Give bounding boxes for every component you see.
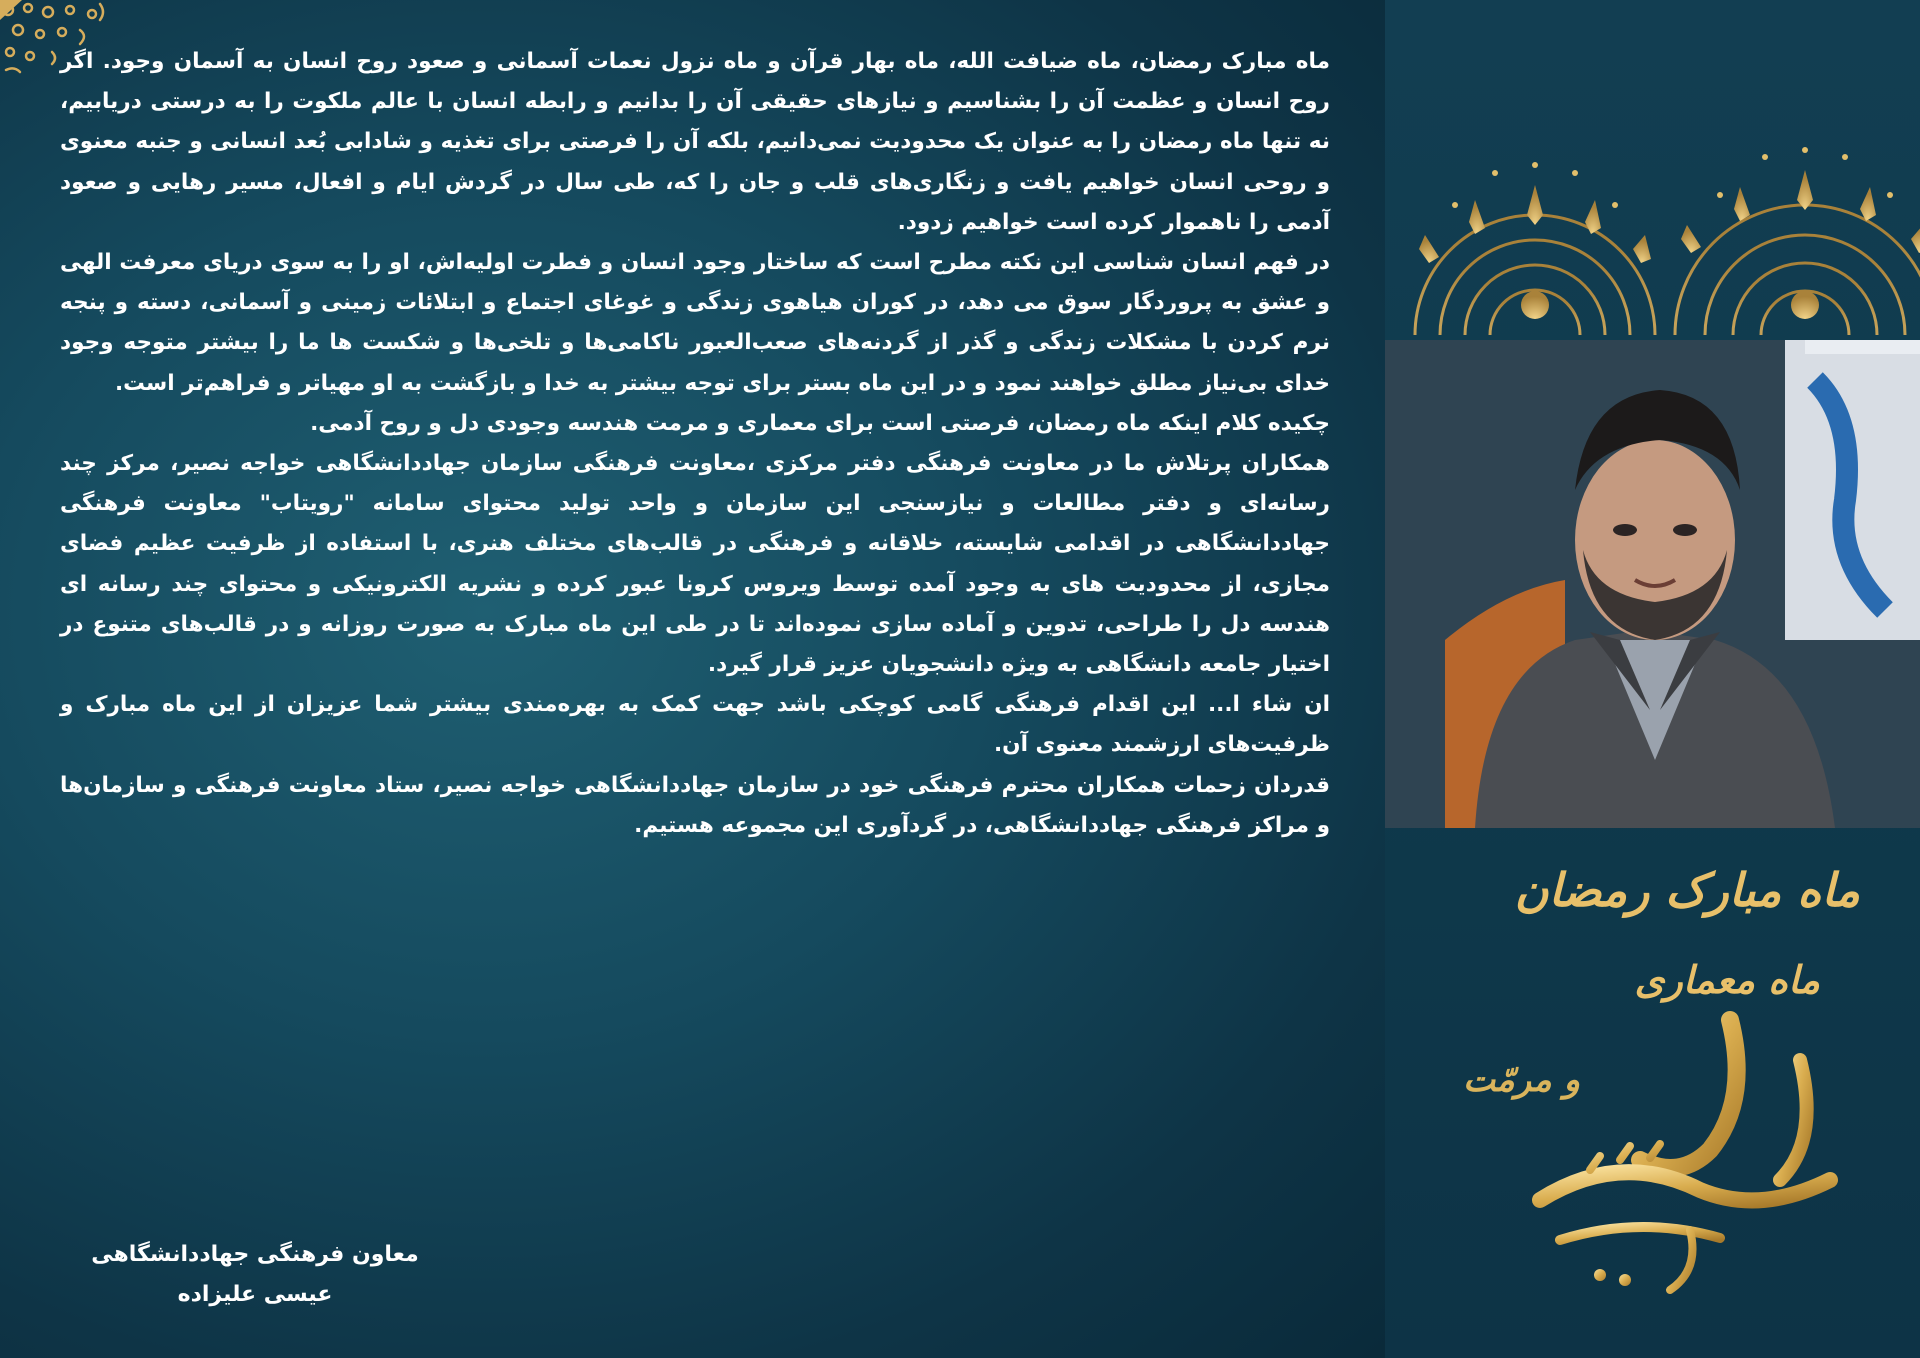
signature-name: عیسی علیزاده — [177, 1282, 333, 1307]
heart-geometry-calligraphy-logo — [1500, 1000, 1880, 1300]
mandala-ornament-icon — [1385, 95, 1920, 335]
signature-block — [70, 1235, 440, 1315]
portrait-figure-icon — [1385, 340, 1920, 828]
letter-paragraph: قدردان زحمات همکاران محترم فرهنگی خود در سازمان جهاددانشگاهی خواجه نصیر، ستاد معاونت فرهنگی و سازمان‌ها و مراکز فرهنگی جهاددانشگاهی، در گردآوری این مجموعه هستیم. — [60, 772, 1330, 838]
letter-paragraph: چکیده کلام اینکه ماه رمضان، فرصتی است برای معماری و مرمت هندسه وجودی دل و روح آدمی. — [310, 410, 1330, 436]
motto-line-ramadan: ماه مبارک رمضان — [1514, 863, 1860, 917]
signature-title: معاون فرهنگی جهاددانشگاهی — [91, 1242, 419, 1267]
motto-line-architecture: ماه معماری — [1634, 957, 1820, 1002]
letter-paragraph: همکاران پرتلاش ما در معاونت فرهنگی دفتر مرکزی ،معاونت فرهنگی سازمان جهاددانشگاهی خواجه نصیر، مرکز چند رسانه‌ای و دفتر مطالعات و نیازسنجی این سازمان و واحد تولید محتوای سامانه "رویتاب" معاونت فرهنگی جهاددانشگاهی در اقدامی شایسته، خلاقانه و فرهنگی در قالب‌های مختلف هنری، با استفاده از ظرفیت عظیم فضای مجازی، از محدودیت های به وجود آمده توسط ویروس کرونا عبور کرده و نشریه الکترونیکی و محتوای چند رسانه ای هندسه دل را طراحی، تدوین و آماده سازی نموده‌اند تا در طی این ماه مبارک به صورت روزانه و در قالب‌های متنوع در اختیار جامعه دانشگاهی به ویژه دانشجویان عزیز قرار گیرد. — [60, 451, 1330, 678]
letter-paragraph: در فهم انسان شناسی این نکته مطرح است که ساختار وجود انسان و فطرت اولیه‌اش، او را به سوی دریای معرفت الهی و عشق به پروردگار سوق می دهد، در کوران هیاهوی زندگی و غوغای اجتماع و ابتلائات زمینی و آسمانی، دسته و پنجه نرم کردن با مشکلات زندگی و گذر از گردنه‌های صعب‌العبور ناکامی‌ها و تلخی‌ها و شکست ها ما را بیشتر متوجه وجود خدای بی‌نیاز مطلق خواهند نمود و در این ماه بستر برای توجه بیشتر به خدا و بازگشت به او مهیاتر و فراهم‌تر است. — [60, 250, 1330, 396]
letter-paragraph: ماه مبارک رمضان، ماه ضیافت الله، ماه بهار قرآن و ماه نزول نعمات آسمانی و صعود روح انسان به آسمان وجود. اگر روح انسان و عظمت آن را بشناسیم و نیازهای حقیقی آن را بدانیم و رابطه انسان با عالم ملکوت را به درستی دریابیم، نه تنها ماه رمضان را به عنوان یک محدودیت نمی‌دانیم، بلکه آن را فرصتی برای تغذیه و شادابی بُعد انسانی و جنبه معنوی و روحی انسان خواهیم یافت و زنگاری‌های قلب و جان را که، طی سال در گردش ایام و افعال، مسیر رهایی و صعود آدمی را ناهموار کرده است خواهیم زدود. — [60, 49, 1330, 235]
motto-line-restoration: و مرمّت — [1463, 1060, 1580, 1100]
letter-body — [60, 42, 1330, 846]
portrait-photo — [1385, 340, 1920, 828]
letter-paragraph: ان شاء ا... این اقدام فرهنگی گامی کوچکی باشد جهت کمک به بهره‌مندی بیشتر شما عزیزان از این ماه مبارک و ظرفیت‌های ارزشمند معنوی آن. — [60, 692, 1330, 758]
